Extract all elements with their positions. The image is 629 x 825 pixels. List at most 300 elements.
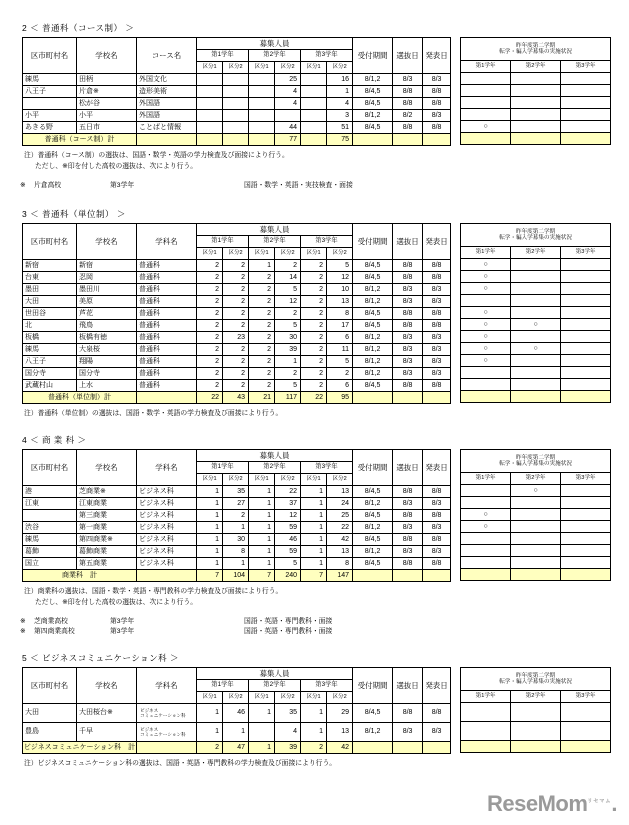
row-city: 小平 — [23, 110, 77, 122]
side-table-total-row — [461, 133, 611, 145]
row-g1-div2: 1 — [223, 723, 249, 742]
row-g3-div2: 6 — [327, 332, 353, 344]
table-row — [23, 110, 451, 122]
row-city: あきる野 — [23, 122, 77, 134]
row-g1-div1: 2 — [197, 344, 223, 356]
row-g3-div1: 2 — [301, 380, 327, 392]
side-total-g1 — [461, 133, 511, 145]
exception-mark: ※ — [20, 618, 26, 626]
row-g1-div1: 2 — [197, 380, 223, 392]
side-g3-mark — [561, 319, 611, 331]
row-course: 普通科 — [137, 368, 197, 380]
side-g3-mark — [561, 509, 611, 521]
row-school: 新宿 — [77, 260, 137, 272]
row-g3-div2: 13 — [327, 486, 353, 498]
row-school: 上水 — [77, 380, 137, 392]
note-main-text: 注）普通科（コース制）の選抜は、国語・数学・英語の学力検査及び面接により行う。 — [24, 152, 289, 159]
row-g1-div2: 2 — [223, 380, 249, 392]
row-period: 8/4,5 — [353, 558, 393, 570]
col-header-grade1: 第1学年 — [197, 462, 249, 474]
row-g1-div1: 2 — [197, 320, 223, 332]
side-table-total-row — [461, 569, 611, 581]
row-announce-date: 8/3 — [423, 110, 451, 122]
row-g1-div2 — [223, 122, 249, 134]
row-city: 渋谷 — [23, 522, 77, 534]
row-city — [23, 510, 77, 522]
side-g1-mark — [461, 85, 511, 97]
row-course: 普通科 — [137, 272, 197, 284]
side-g2-mark — [511, 497, 561, 509]
row-city: 墨田 — [23, 284, 77, 296]
exception-method: 国語・英語・専門教科・面接 — [244, 618, 333, 626]
row-g3-div1: 1 — [301, 534, 327, 546]
row-g3-div1: 1 — [301, 723, 327, 742]
row-g2-div1: 2 — [249, 308, 275, 320]
exception-grade: 第3学年 — [110, 618, 135, 626]
row-g3-div2: 5 — [327, 260, 353, 272]
row-period: 8/4,5 — [353, 86, 393, 98]
row-exam-date: 8/3 — [393, 546, 423, 558]
col-header-capacity: 募集人員 — [197, 668, 353, 680]
side-header-title: 昨年度第二学期 転学・編入学募集の実施状況 — [461, 668, 611, 691]
capacity-table — [22, 667, 451, 754]
side-g1-mark: ○ — [461, 271, 511, 283]
side-g2-mark — [511, 97, 561, 109]
row-g1-div1: 2 — [197, 272, 223, 284]
col-header-div2: 区分2 — [223, 62, 249, 74]
row-exam-date: 8/8 — [393, 704, 423, 723]
side-g1-mark: ○ — [461, 509, 511, 521]
row-g3-div2: 5 — [327, 356, 353, 368]
col-header-capacity: 募集人員 — [197, 224, 353, 236]
table-row — [23, 98, 451, 110]
col-header-grade3: 第3学年 — [301, 50, 353, 62]
total-label: 普通科（コース制）計 — [23, 134, 137, 146]
table-row — [23, 320, 451, 332]
row-g3-div1 — [301, 74, 327, 86]
exception-grade: 第3学年 — [110, 628, 135, 636]
row-course-label: ビジネス コミュニケーション科 — [140, 726, 186, 737]
row-g1-div1: 2 — [197, 260, 223, 272]
row-school: 田柄 — [77, 74, 137, 86]
side-table-row — [461, 319, 611, 331]
row-g3-div1 — [301, 110, 327, 122]
transfer-status-table — [460, 37, 611, 145]
table-total-row — [23, 392, 451, 404]
row-exam-date: 8/8 — [393, 260, 423, 272]
side-g1-mark: ○ — [461, 521, 511, 533]
col-header-div2: 区分2 — [275, 692, 301, 704]
total-g1-div2: 104 — [223, 570, 249, 582]
row-g3-div1: 2 — [301, 320, 327, 332]
col-header-div2: 区分2 — [327, 62, 353, 74]
side-total-g1 — [461, 741, 511, 753]
side-g1-mark: ○ — [461, 319, 511, 331]
row-course: ビジネス科 — [137, 498, 197, 510]
side-g2-mark — [511, 331, 561, 343]
side-table-row — [461, 497, 611, 509]
row-g1-div2: 46 — [223, 704, 249, 723]
table-row — [23, 122, 451, 134]
row-g2-div2: 59 — [275, 546, 301, 558]
side-total-g2 — [511, 391, 561, 403]
table-row — [23, 558, 451, 570]
total-course-blank — [137, 570, 197, 582]
row-g2-div1: 2 — [249, 368, 275, 380]
capacity-table — [22, 37, 451, 146]
row-g2-div1: 1 — [249, 558, 275, 570]
row-g2-div2: 14 — [275, 272, 301, 284]
row-city: 世田谷 — [23, 308, 77, 320]
section-sec3 — [0, 208, 629, 420]
row-g2-div2: 59 — [275, 522, 301, 534]
side-total-g3 — [561, 569, 611, 581]
total-g3-div1: 22 — [301, 392, 327, 404]
row-g1-div2: 2 — [223, 356, 249, 368]
row-course: ビジネス科 — [137, 510, 197, 522]
row-school: 第三商業 — [77, 510, 137, 522]
row-g1-div2: 2 — [223, 510, 249, 522]
section-title: 5 ＜ ビジネスコミュニケーション科 ＞ — [22, 653, 180, 663]
col-header-div2: 区分2 — [327, 248, 353, 260]
row-exam-date: 8/3 — [393, 74, 423, 86]
table-row — [23, 296, 451, 308]
side-g2-mark — [511, 533, 561, 545]
row-g1-div2: 8 — [223, 546, 249, 558]
row-period: 8/1,2 — [353, 344, 393, 356]
col-header-period: 受付期間 — [353, 224, 393, 260]
row-g1-div2: 2 — [223, 320, 249, 332]
row-g1-div2: 2 — [223, 260, 249, 272]
side-table-row — [461, 521, 611, 533]
table-row — [23, 534, 451, 546]
table-row — [23, 522, 451, 534]
row-school: 大泉桜 — [77, 344, 137, 356]
row-g3-div2: 29 — [327, 704, 353, 723]
row-school: 第五商業 — [77, 558, 137, 570]
row-g3-div2: 13 — [327, 723, 353, 742]
row-school: 片倉※ — [77, 86, 137, 98]
side-g3-mark — [561, 97, 611, 109]
row-exam-date: 8/3 — [393, 344, 423, 356]
row-g3-div2: 12 — [327, 272, 353, 284]
col-header-exam-date: 選抜日 — [393, 38, 423, 74]
row-g3-div2: 13 — [327, 296, 353, 308]
row-g2-div2: 39 — [275, 344, 301, 356]
row-course: 普通科 — [137, 380, 197, 392]
side-table-row — [461, 545, 611, 557]
row-exam-date: 8/8 — [393, 98, 423, 110]
row-city: 八王子 — [23, 86, 77, 98]
row-school: 千早 — [77, 723, 137, 742]
row-announce-date: 8/3 — [423, 522, 451, 534]
col-header-period: 受付期間 — [353, 450, 393, 486]
exception-mark: ※ — [20, 182, 26, 190]
total-exam-blank — [393, 392, 423, 404]
row-announce-date: 8/3 — [423, 498, 451, 510]
side-total-g3 — [561, 741, 611, 753]
row-city: 港 — [23, 486, 77, 498]
row-g3-div1 — [301, 122, 327, 134]
row-course: 普通科 — [137, 344, 197, 356]
row-g3-div2: 2 — [327, 368, 353, 380]
col-header-grade1: 第1学年 — [197, 680, 249, 692]
row-school: 飛鳥 — [77, 320, 137, 332]
side-table-row — [461, 73, 611, 85]
row-g1-div2: 1 — [223, 558, 249, 570]
row-announce-date: 8/8 — [423, 534, 451, 546]
row-period: 8/4,5 — [353, 98, 393, 110]
row-school: 江東商業 — [77, 498, 137, 510]
col-header-announce-date: 発表日 — [423, 224, 451, 260]
side-g3-mark — [561, 545, 611, 557]
row-announce-date: 8/8 — [423, 272, 451, 284]
row-period: 8/1,2 — [353, 332, 393, 344]
side-total-g3 — [561, 133, 611, 145]
row-g3-div2: 10 — [327, 284, 353, 296]
row-school: 芝商業※ — [77, 486, 137, 498]
side-g3-mark — [561, 485, 611, 497]
row-g1-div1 — [197, 74, 223, 86]
side-header-grade2: 第2学年 — [511, 61, 561, 73]
row-g1-div2: 2 — [223, 308, 249, 320]
section-sec5 — [0, 652, 629, 770]
side-g2-mark — [511, 295, 561, 307]
row-g1-div2: 2 — [223, 368, 249, 380]
side-table-row — [461, 85, 611, 97]
row-g2-div2: 30 — [275, 332, 301, 344]
row-g3-div1: 1 — [301, 486, 327, 498]
row-city: 練馬 — [23, 534, 77, 546]
row-school: 国分寺 — [77, 368, 137, 380]
row-g2-div2: 5 — [275, 320, 301, 332]
side-header-grade3: 第3学年 — [561, 247, 611, 259]
row-exam-date: 8/8 — [393, 380, 423, 392]
row-school: 小平 — [77, 110, 137, 122]
row-period: 8/4,5 — [353, 380, 393, 392]
row-school: 墨田川 — [77, 284, 137, 296]
exception-mark: ※ — [20, 628, 26, 636]
col-header-exam-date: 選抜日 — [393, 450, 423, 486]
row-g2-div2: 4 — [275, 723, 301, 742]
side-header-title: 昨年度第二学期 転学・編入学募集の実施状況 — [461, 224, 611, 247]
row-announce-date: 8/3 — [423, 296, 451, 308]
row-school: 五日市 — [77, 122, 137, 134]
row-g2-div1: 2 — [249, 380, 275, 392]
side-table-row — [461, 121, 611, 133]
row-city: 板橋 — [23, 332, 77, 344]
row-period: 8/4,5 — [353, 510, 393, 522]
col-header-period: 受付期間 — [353, 668, 393, 704]
row-g1-div2: 30 — [223, 534, 249, 546]
row-announce-date: 8/8 — [423, 510, 451, 522]
side-g2-mark — [511, 557, 561, 569]
table-row — [23, 260, 451, 272]
col-header-div1: 区分1 — [197, 692, 223, 704]
table-row — [23, 704, 451, 723]
total-g3-div2: 42 — [327, 742, 353, 754]
section-title: 2 ＜ 普通科（コース制） ＞ — [22, 23, 135, 33]
row-g2-div2: 5 — [275, 558, 301, 570]
row-announce-date: 8/3 — [423, 284, 451, 296]
logo-text: ReseMom — [487, 791, 588, 816]
row-g2-div1: 2 — [249, 296, 275, 308]
col-header-city: 区市町村名 — [23, 38, 77, 74]
row-period: 8/1,2 — [353, 296, 393, 308]
total-g1-div1 — [197, 134, 223, 146]
side-table-row — [461, 722, 611, 741]
side-g1-mark — [461, 703, 511, 722]
row-g1-div2: 27 — [223, 498, 249, 510]
table-total-row — [23, 134, 451, 146]
total-g1-div2: 43 — [223, 392, 249, 404]
table-row — [23, 74, 451, 86]
resemom-logo — [487, 791, 617, 817]
row-announce-date: 8/3 — [423, 546, 451, 558]
total-g1-div1: 2 — [197, 742, 223, 754]
row-g3-div1: 2 — [301, 260, 327, 272]
row-g3-div2: 4 — [327, 98, 353, 110]
transfer-status-table — [460, 667, 611, 753]
side-g3-mark — [561, 109, 611, 121]
side-table-row — [461, 307, 611, 319]
col-header-grade2: 第2学年 — [249, 236, 301, 248]
row-announce-date: 8/8 — [423, 380, 451, 392]
row-period: 8/4,5 — [353, 486, 393, 498]
row-g2-div1: 1 — [249, 534, 275, 546]
row-exam-date: 8/8 — [393, 308, 423, 320]
col-header-grade3: 第3学年 — [301, 680, 353, 692]
side-g2-mark — [511, 355, 561, 367]
col-header-div1: 区分1 — [197, 474, 223, 486]
row-course: 外国文化 — [137, 74, 197, 86]
row-g2-div1: 1 — [249, 546, 275, 558]
col-header-grade1: 第1学年 — [197, 50, 249, 62]
row-period: 8/4,5 — [353, 704, 393, 723]
table-row — [23, 86, 451, 98]
total-g2-div1 — [249, 134, 275, 146]
side-g1-mark: ○ — [461, 307, 511, 319]
row-g3-div1: 1 — [301, 558, 327, 570]
row-period: 8/4,5 — [353, 272, 393, 284]
side-g3-mark — [561, 367, 611, 379]
side-g2-mark — [511, 271, 561, 283]
row-course: 普通科 — [137, 332, 197, 344]
col-header-div2: 区分2 — [327, 692, 353, 704]
total-g3-div2: 147 — [327, 570, 353, 582]
row-g1-div1: 1 — [197, 704, 223, 723]
row-g1-div1: 2 — [197, 308, 223, 320]
row-school: 第一商業 — [77, 522, 137, 534]
col-header-grade2: 第2学年 — [249, 462, 301, 474]
total-g2-div2: 240 — [275, 570, 301, 582]
row-period: 8/4,5 — [353, 122, 393, 134]
row-announce-date: 8/3 — [423, 368, 451, 380]
transfer-status-table — [460, 449, 611, 581]
exception-row — [20, 625, 629, 635]
row-g2-div2: 4 — [275, 86, 301, 98]
row-course: 普通科 — [137, 296, 197, 308]
total-period-blank — [353, 392, 393, 404]
table-row — [23, 332, 451, 344]
row-period: 8/4,5 — [353, 320, 393, 332]
row-g1-div1: 1 — [197, 510, 223, 522]
side-g3-mark — [561, 379, 611, 391]
side-total-g2 — [511, 741, 561, 753]
total-g3-div1 — [301, 134, 327, 146]
total-period-blank — [353, 134, 393, 146]
row-city: 北 — [23, 320, 77, 332]
side-header-grade3: 第3学年 — [561, 691, 611, 703]
row-g3-div2: 13 — [327, 546, 353, 558]
row-g3-div2: 16 — [327, 74, 353, 86]
side-g3-mark — [561, 259, 611, 271]
row-city: 新宿 — [23, 260, 77, 272]
row-g1-div2 — [223, 110, 249, 122]
total-course-blank — [137, 392, 197, 404]
row-g3-div1: 2 — [301, 296, 327, 308]
side-total-g2 — [511, 133, 561, 145]
col-header-school: 学校名 — [77, 450, 137, 486]
col-header-div1: 区分1 — [249, 692, 275, 704]
side-g3-mark — [561, 73, 611, 85]
row-g3-div1: 2 — [301, 368, 327, 380]
table-row — [23, 498, 451, 510]
side-g3-mark — [561, 557, 611, 569]
col-header-school: 学校名 — [77, 38, 137, 74]
row-g1-div1: 2 — [197, 284, 223, 296]
table-row — [23, 486, 451, 498]
side-g3-mark — [561, 533, 611, 545]
total-g1-div2 — [223, 134, 249, 146]
col-header-div1: 区分1 — [249, 62, 275, 74]
row-g3-div2: 6 — [327, 380, 353, 392]
side-g2-mark — [511, 121, 561, 133]
row-announce-date: 8/8 — [423, 98, 451, 110]
row-exam-date: 8/3 — [393, 498, 423, 510]
row-exam-date: 8/3 — [393, 522, 423, 534]
side-table-row — [461, 557, 611, 569]
row-course: ことばと情報 — [137, 122, 197, 134]
row-g3-div1: 2 — [301, 332, 327, 344]
row-city: 葛飾 — [23, 546, 77, 558]
table-row — [23, 510, 451, 522]
total-label: 商業科 計 — [23, 570, 137, 582]
total-g2-div2: 77 — [275, 134, 301, 146]
total-g2-div2: 117 — [275, 392, 301, 404]
row-g3-div2: 11 — [327, 344, 353, 356]
row-g1-div1: 2 — [197, 356, 223, 368]
row-g3-div1: 1 — [301, 498, 327, 510]
table-row — [23, 380, 451, 392]
row-g2-div2: 12 — [275, 296, 301, 308]
side-g3-mark — [561, 85, 611, 97]
row-exam-date: 8/8 — [393, 534, 423, 546]
side-g2-mark — [511, 509, 561, 521]
row-school: 芦花 — [77, 308, 137, 320]
side-g1-mark: ○ — [461, 355, 511, 367]
row-city — [23, 98, 77, 110]
col-header-third: 学科名 — [137, 450, 197, 486]
row-g1-div2 — [223, 98, 249, 110]
side-table-total-row — [461, 741, 611, 753]
row-g3-div2: 17 — [327, 320, 353, 332]
side-header-grade2: 第2学年 — [511, 473, 561, 485]
section-note — [24, 587, 629, 608]
total-exam-blank — [393, 742, 423, 754]
row-g2-div1: 2 — [249, 284, 275, 296]
row-announce-date: 8/3 — [423, 344, 451, 356]
